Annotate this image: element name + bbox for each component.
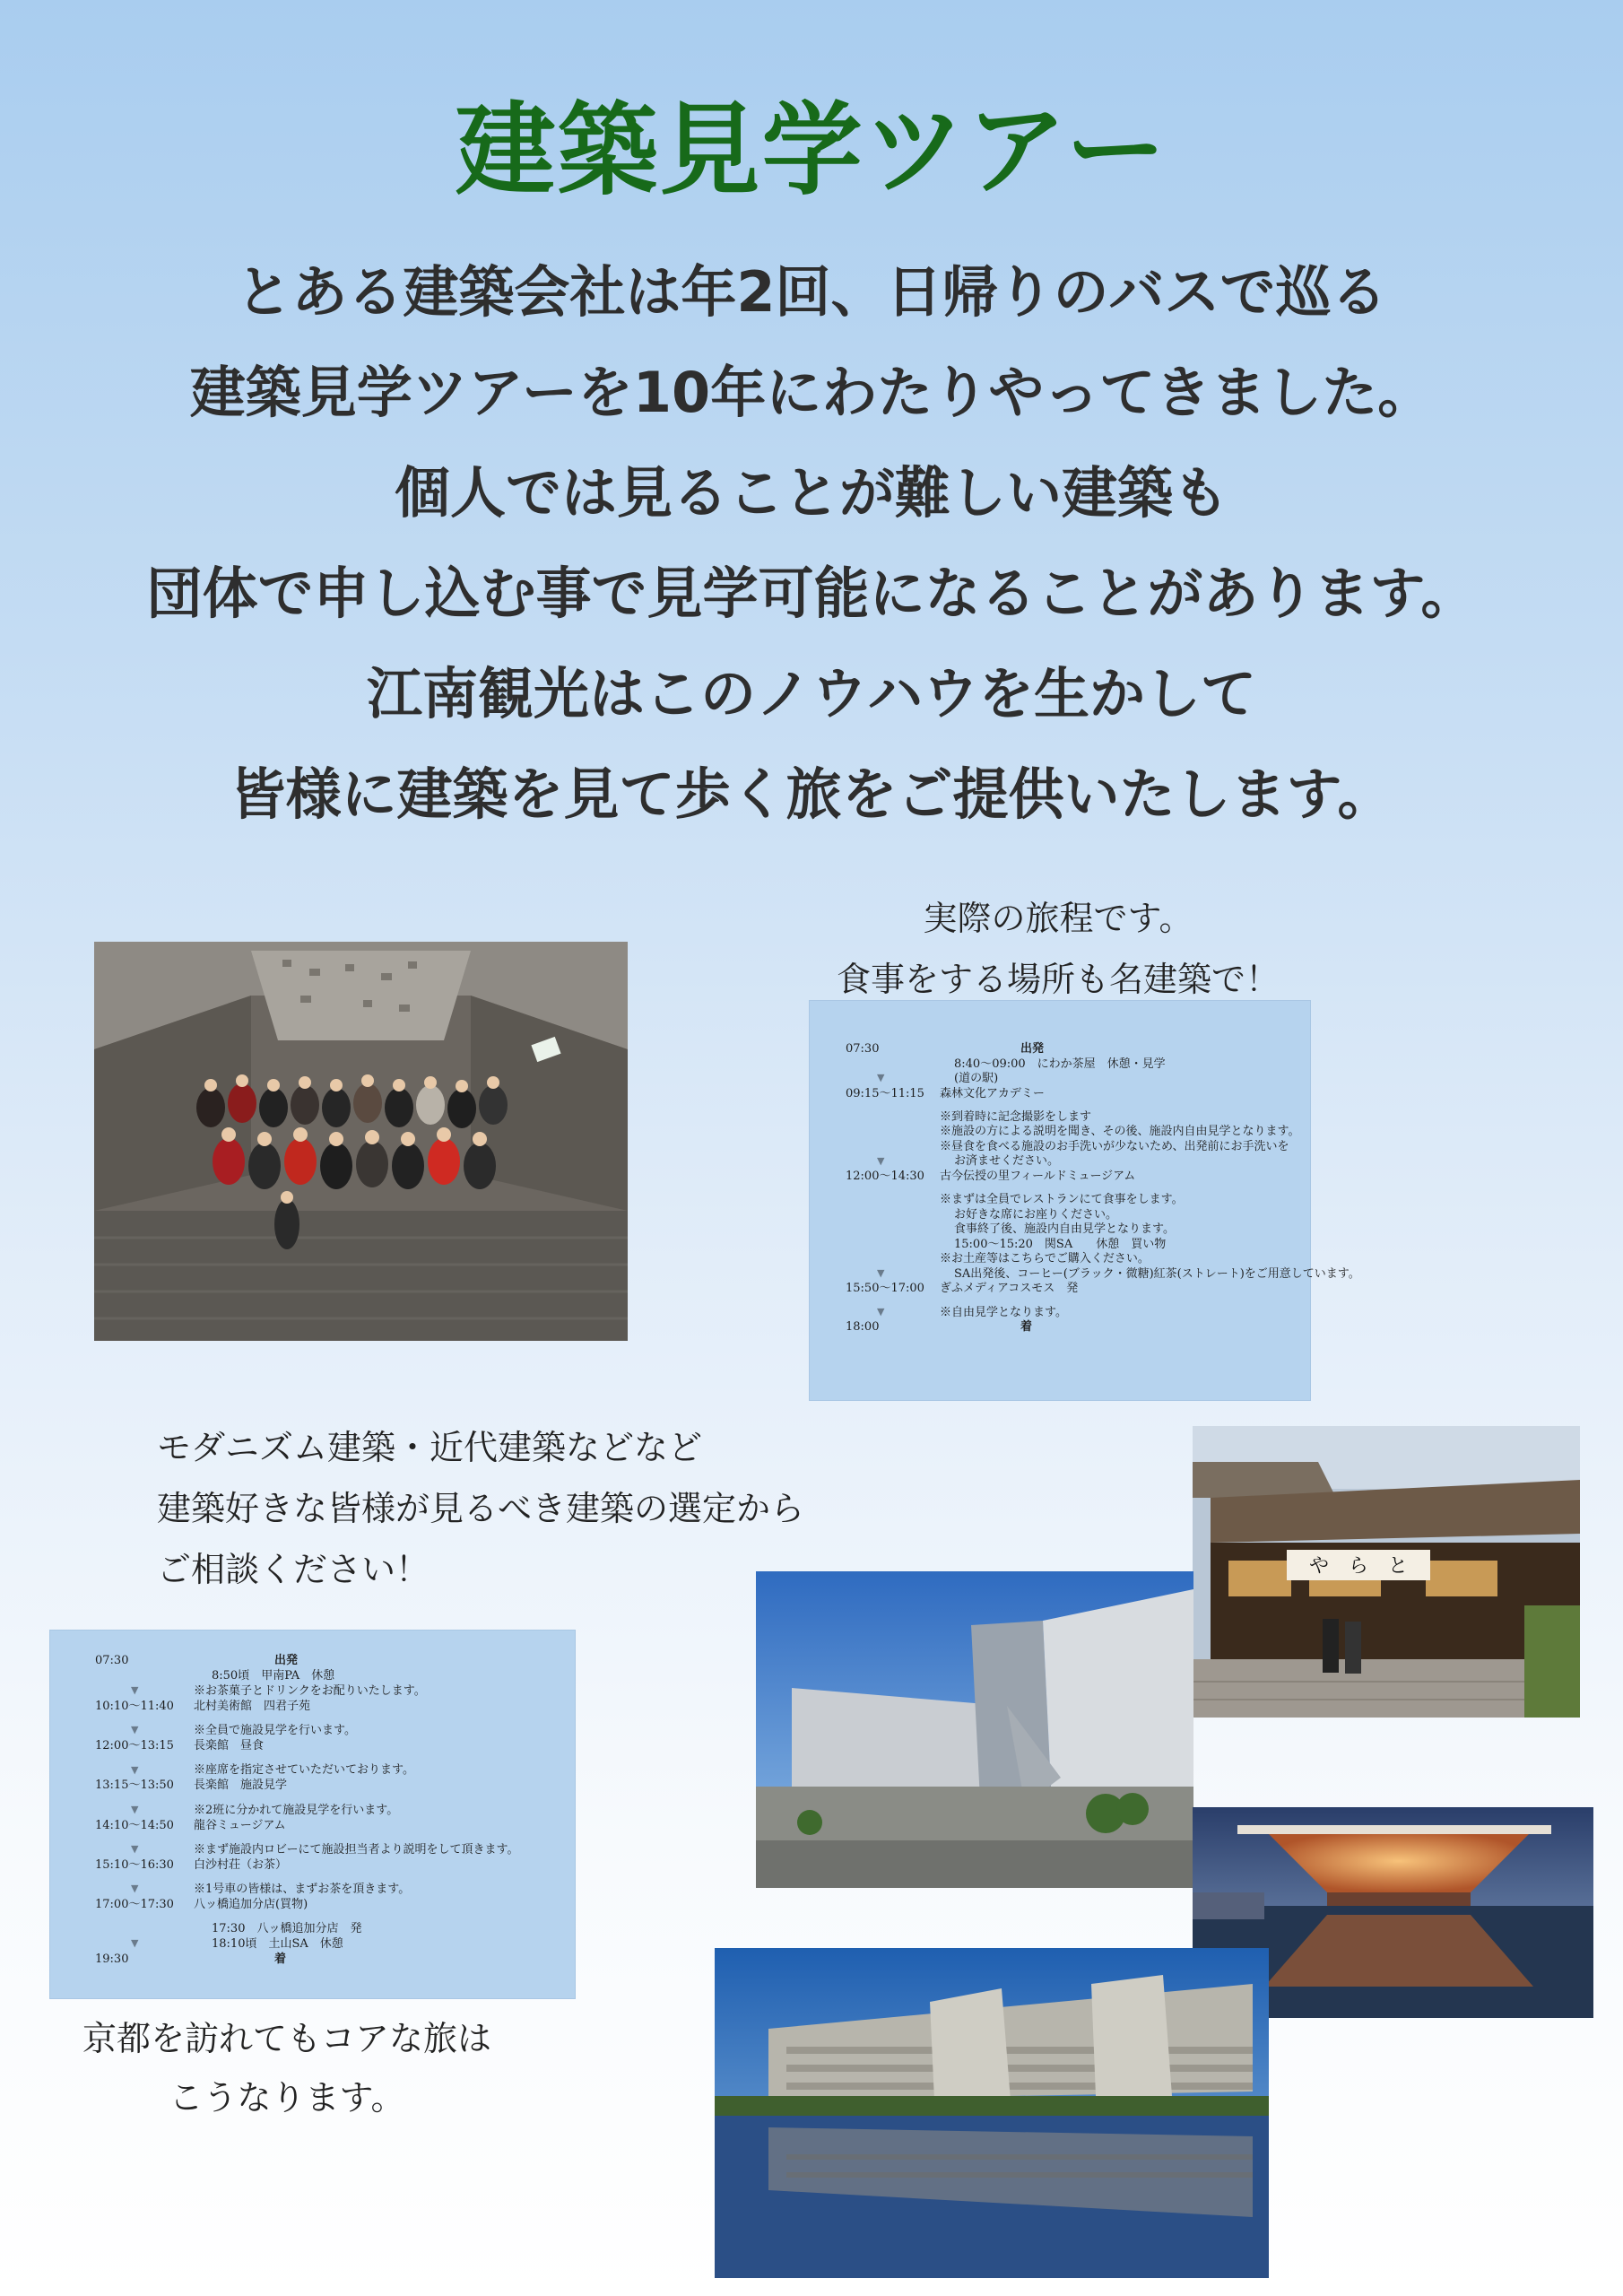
itinerary-time: 15:50〜17:00: [846, 1282, 924, 1296]
itinerary-arrow: ▼: [131, 1763, 139, 1776]
itinerary-text: ※昼食を食べる施設のお手洗いが少ないため、出発前にお手洗いを: [940, 1139, 1289, 1153]
itinerary-time: 07:30: [846, 1042, 880, 1056]
itinerary-row: [95, 1855, 287, 1872]
itinerary-arrow: ▼: [877, 1266, 885, 1279]
itinerary-row: [846, 1083, 1045, 1100]
caption-line: こうなります。: [169, 2078, 405, 2118]
itinerary-text: 古今伝授の里フィールドミュージアム: [940, 1169, 1136, 1183]
itinerary-text: 北村美術館 四君子苑: [194, 1700, 311, 1713]
itinerary-text: ※施設の方による説明を聞き、その後、施設内自由見学となります。: [940, 1125, 1300, 1139]
itinerary-arrow: ▼: [877, 1305, 885, 1318]
itinerary-text: ※2班に分かれて施設見学を行います。: [194, 1803, 399, 1817]
itinerary-text: 着: [1020, 1320, 1033, 1335]
itinerary-text: 八ッ橋追加分店(買物): [194, 1898, 308, 1911]
itinerary-row: [846, 1278, 1078, 1295]
itinerary-text: ※全員で施設見学を行います。: [194, 1724, 356, 1738]
caption-line: 実際の旅程です。: [923, 899, 1193, 938]
itinerary-arrow: ▼: [877, 1154, 885, 1167]
itinerary-text: 龍谷ミュージアム: [194, 1818, 286, 1832]
itinerary-arrow: ▼: [131, 1937, 139, 1950]
itinerary-row: [95, 1775, 287, 1792]
teahouse-photo: [1193, 1426, 1580, 1718]
intro-line: 皆様に建築を見て歩く旅をご提供いたします。: [230, 761, 1393, 827]
itinerary-text: 着: [274, 1952, 287, 1967]
kyoto-caption: [54, 2009, 520, 2127]
intro-line: 建築見学ツアーを10年にわたりやってきました。: [189, 360, 1434, 425]
itinerary-text: お済ませください。: [954, 1154, 1060, 1169]
conference-hall-photo: [715, 1948, 1269, 2278]
itinerary-arrow: ▼: [131, 1684, 139, 1697]
intro-text: [0, 242, 1623, 845]
itinerary-row: [846, 1166, 1135, 1183]
itinerary-text: ※1号車の皆様は、まずお茶を頂きます。: [194, 1883, 411, 1896]
caption-line: ご相談ください！: [157, 1550, 430, 1589]
itinerary-text: 森林文化アカデミー: [940, 1086, 1045, 1100]
itinerary-time: 17:00〜17:30: [95, 1898, 174, 1911]
itinerary-text: 出発: [1020, 1042, 1045, 1056]
itinerary-text: 長楽館 昼食: [194, 1739, 265, 1753]
itinerary-card: [49, 1630, 576, 1999]
intro-line: とある建築会社は年2回、日帰りのバスで巡る: [236, 259, 1387, 325]
itinerary-text: (道の駅): [954, 1072, 999, 1085]
itinerary-time: 19:30: [95, 1952, 129, 1967]
itinerary-time: 12:00〜13:15: [95, 1739, 174, 1753]
intro-line: 個人では見ることが難しい建築も: [394, 460, 1228, 526]
itinerary-row: [95, 1949, 286, 1966]
itinerary-row: [95, 1894, 308, 1911]
itinerary-text: 白沙村荘（お茶）: [194, 1857, 288, 1872]
caption-line: 食事をする場所も名建築で！: [836, 960, 1280, 999]
itinerary-time: 07:30: [95, 1654, 129, 1667]
itinerary-row: [95, 1696, 310, 1713]
itinerary-text: 食事終了後、施設内自由見学となります。: [954, 1222, 1175, 1237]
itinerary-text: 8:50頃 甲南PA 休憩: [212, 1669, 335, 1683]
itinerary-text: 長楽館 施設見学: [194, 1779, 288, 1793]
itinerary-text: 15:00〜15:20 関SA 休憩 買い物: [954, 1237, 1167, 1251]
itinerary-arrow: ▼: [131, 1724, 139, 1736]
itinerary-text: ※お土産等はこちらでご購入ください。: [940, 1252, 1150, 1266]
itinerary-text: ※自由見学となります。: [940, 1305, 1067, 1319]
itinerary-text: ぎふメディアコスモス 発: [940, 1282, 1079, 1296]
itinerary-row: [95, 1815, 286, 1832]
itinerary-arrow: ▼: [877, 1072, 885, 1084]
itinerary-time: 10:10〜11:40: [95, 1700, 174, 1713]
itinerary-arrow: ▼: [131, 1883, 139, 1895]
itinerary-text: ※お茶菓子とドリンクをお配りいたします。: [194, 1684, 426, 1698]
itinerary-text: ※まず施設内ロビーにて施設担当者より説明をして頂きます。: [194, 1842, 519, 1857]
itinerary-text: SA出発後、コーヒー(ブラック・微糖)紅茶(ストレート)をご用意しています。: [954, 1266, 1360, 1281]
itinerary-time: 13:15〜13:50: [95, 1779, 174, 1793]
group-photo: [94, 942, 628, 1341]
itinerary-row: [846, 1317, 1032, 1334]
caption-line: モダニズム建築・近代建築などなど: [157, 1428, 703, 1467]
itinerary-arrow: ▼: [131, 1803, 139, 1815]
itinerary-card: [809, 1000, 1360, 1401]
itinerary-caption: [789, 888, 1327, 1010]
itinerary-time: 18:00: [846, 1320, 880, 1335]
itinerary-text: 8:40〜09:00 にわか茶屋 休憩・見学: [954, 1057, 1166, 1071]
cathedral-photo: [756, 1571, 1193, 1888]
caption-line: 建築好きな皆様が見るべき建築の選定から: [157, 1489, 805, 1528]
page-title: 建築見学ツアー: [455, 92, 1168, 209]
intro-line: 団体で申し込む事で見学可能になることがあります。: [146, 561, 1477, 626]
itinerary-arrow: ▼: [131, 1843, 139, 1856]
itinerary-time: 15:10〜16:30: [95, 1857, 174, 1872]
itinerary-text: ※座席を指定させていただいております。: [194, 1763, 414, 1778]
itinerary-time: 09:15〜11:15: [846, 1086, 924, 1100]
itinerary-text: 出発: [274, 1654, 299, 1667]
itinerary-time: 12:00〜14:30: [846, 1169, 924, 1183]
shop-banner-text: や ら と: [1308, 1555, 1409, 1578]
itinerary-text: 17:30 八ッ橋追加分店 発: [212, 1922, 362, 1936]
itinerary-text: ※到着時に記念撮影をします: [940, 1109, 1092, 1124]
intro-line: 江南観光はこのノウハウを生かして: [366, 661, 1256, 726]
itinerary-text: ※まずは全員でレストランにて食事をします。: [940, 1193, 1184, 1207]
caption-line: 京都を訪れてもコアな旅は: [82, 2019, 491, 2058]
itinerary-text: 18:10頃 土山SA 休憩: [212, 1937, 343, 1952]
itinerary-text: お好きな席にお座りください。: [954, 1207, 1118, 1222]
itinerary-time: 14:10〜14:50: [95, 1818, 174, 1832]
modernism-caption: [157, 1417, 804, 1600]
itinerary-row: [95, 1735, 264, 1752]
